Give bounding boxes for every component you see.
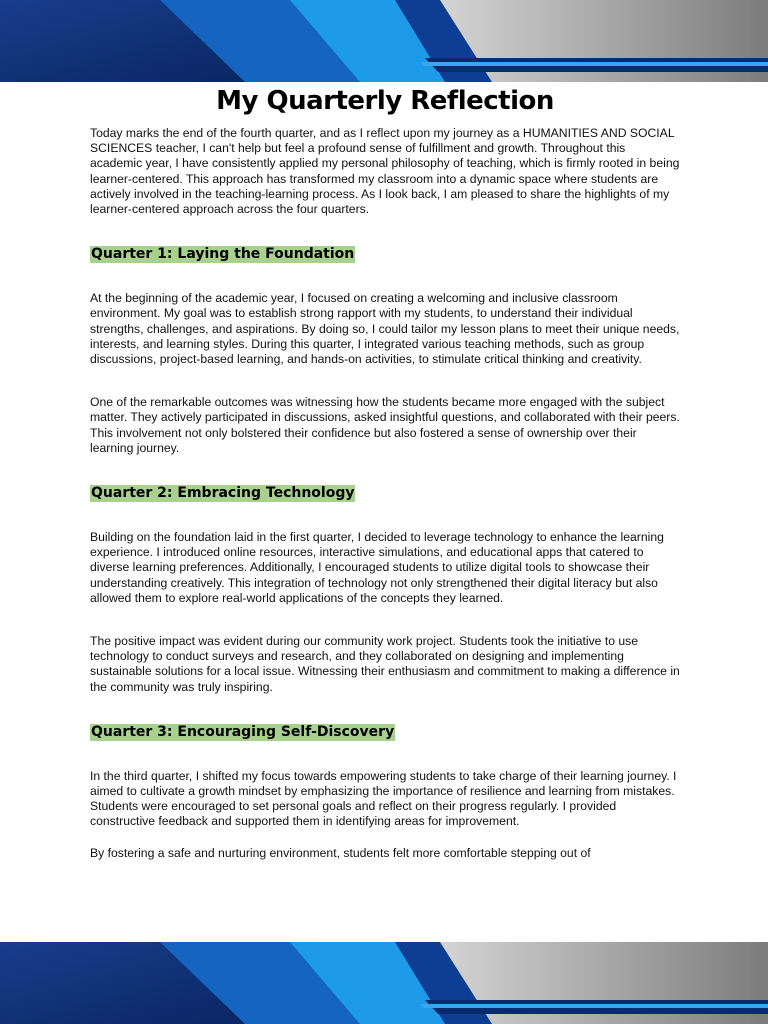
footer-banner-graphic xyxy=(0,942,768,1024)
header-banner-graphic xyxy=(0,0,768,82)
section-heading-quarter-1: Quarter 1: Laying the Foundation xyxy=(91,246,355,263)
section-3-paragraph-2: By fostering a safe and nurturing environment, students felt more comfortable stepping out of xyxy=(90,845,591,860)
section-2-paragraph-1: Building on the foundation laid in the first quarter, I decided to leverage technology to enhance the learning experience. I introduced online resources, interactive simulations, and educational apps that catered to diverse learning preferences. Additionally, I encouraged students to utilize digital tools to showcase their understanding creatively. This integration of technology not only strengthened their digital literacy but also allowed them to explore real-world applications of the concepts they learned. xyxy=(90,530,664,605)
footer-banner xyxy=(0,942,768,1024)
page-title: My Quarterly Reflection xyxy=(216,86,554,116)
section-2-paragraph-2: The positive impact was evident during our community work project. Students took the initiative to use technology to conduct surveys and research, and they collaborated on designing and implementing sustainable solutions for a local issue. Witnessing their enthusiasm and commitment to making a difference in the community was truly inspiring. xyxy=(90,634,680,694)
section-1-paragraph-2: One of the remarkable outcomes was witnessing how the students became more engaged with the subject matter. They actively participated in discussions, asked insightful questions, and collaborated with their peers. This involvement not only bolstered their confidence but also fostered a sense of ownership over their learning journey. xyxy=(90,395,680,455)
section-heading-quarter-2: Quarter 2: Embracing Technology xyxy=(91,485,355,502)
section-heading-quarter-3: Quarter 3: Encouraging Self-Discovery xyxy=(91,723,395,740)
document-body xyxy=(90,84,680,861)
section-3-paragraph-1: In the third quarter, I shifted my focus towards empowering students to take charge of their learning journey. I aimed to cultivate a growth mindset by emphasizing the importance of resilience and learning from mistakes. Students were encouraged to set personal goals and reflect on their progress regularly. I provided constructive feedback and supported them in identifying areas for improvement. xyxy=(90,768,677,829)
section-1-paragraph-1: At the beginning of the academic year, I focused on creating a welcoming and inclusive classroom environment. My goal was to establish strong rapport with my students, to understand their individual strengths, challenges, and aspirations. By doing so, I could tailor my lesson plans to meet their unique needs, interests, and learning styles. During this quarter, I integrated various teaching methods, such as group discussions, project-based learning, and hands-on activities, to stimulate critical thinking and creativity. xyxy=(90,291,680,367)
header-banner xyxy=(0,0,768,82)
intro-paragraph: Today marks the end of the fourth quarter, and as I reflect upon my journey as a HUMANITIES AND SOCIAL SCIENCES teacher, I can't help but feel a profound sense of fulfillment and growth. Throughout this academic year, I have consistently applied my personal philosophy of teaching, which is firmly rooted in being learner-centered. This approach has transformed my classroom into a dynamic space where students are actively involved in the teaching-learning process. As I look back, I am pleased to share the highlights of my learner-centered approach across the four quarters. xyxy=(90,126,680,217)
